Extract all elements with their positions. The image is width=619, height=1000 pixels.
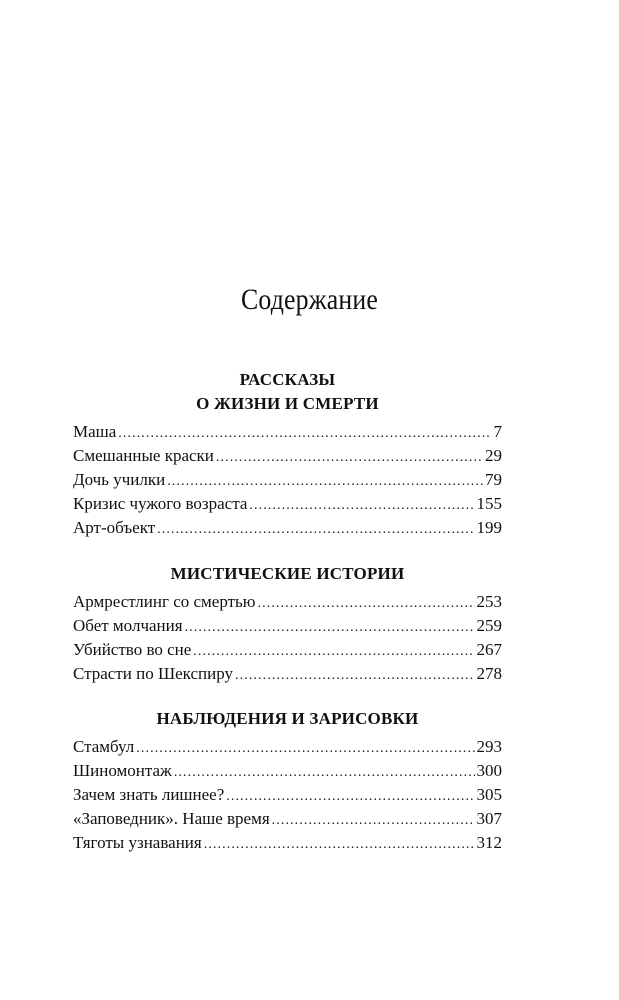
toc-entry-page: 307 xyxy=(476,809,502,828)
toc-entry[interactable] xyxy=(73,468,502,492)
toc-entry-title: Тяготы узнавания xyxy=(73,833,202,852)
dot-leader xyxy=(226,785,474,809)
toc-entry[interactable] xyxy=(73,614,502,638)
toc-entry-title: «Заповедник». Наше время xyxy=(73,809,270,828)
toc-entry-title: Обет молчания xyxy=(73,616,183,635)
toc-entry-title: Дочь училки xyxy=(73,470,166,489)
toc-entry-title: Кризис чужого возраста xyxy=(73,494,248,513)
dot-leader xyxy=(258,592,475,616)
dot-leader xyxy=(249,494,474,518)
toc-entry[interactable] xyxy=(73,807,502,831)
page-title: Содержание xyxy=(241,283,378,316)
toc-entry-page: 79 xyxy=(485,470,502,489)
toc-entry[interactable] xyxy=(73,420,502,444)
toc-list xyxy=(73,590,502,686)
toc-entry-title: Зачем знать лишнее? xyxy=(73,785,225,804)
dot-leader xyxy=(216,446,483,470)
toc-entry[interactable] xyxy=(73,516,502,540)
toc-entry-page: 305 xyxy=(476,785,502,804)
dot-leader xyxy=(167,470,483,494)
dot-leader xyxy=(185,616,475,640)
toc-entry-page: 253 xyxy=(476,592,502,611)
section-heading-line: О ЖИЗНИ И СМЕРТИ xyxy=(196,394,379,413)
section-heading-line: РАССКАЗЫ xyxy=(239,370,336,389)
toc-entry[interactable] xyxy=(73,590,502,614)
toc-list xyxy=(73,420,502,540)
toc-entry-page: 312 xyxy=(476,833,502,852)
toc-list xyxy=(73,735,502,855)
dot-leader xyxy=(193,640,474,664)
toc-entry-page: 199 xyxy=(476,518,502,537)
toc-entry-title: Смешанные краски xyxy=(73,446,214,465)
toc-entry-page: 300 xyxy=(476,761,502,780)
dot-leader xyxy=(204,833,475,857)
toc-entry-page: 259 xyxy=(476,616,502,635)
toc-entry[interactable] xyxy=(73,783,502,807)
toc-entry[interactable] xyxy=(73,662,502,686)
toc-entry-title: Убийство во сне xyxy=(73,640,192,659)
dot-leader xyxy=(136,737,474,761)
toc-entry[interactable] xyxy=(73,492,502,516)
toc-section-stories xyxy=(73,368,502,540)
toc-entry-page: 267 xyxy=(476,640,502,659)
toc-entry-title: Страсти по Шекспиру xyxy=(73,664,234,683)
toc-entry-title: Маша xyxy=(73,422,117,441)
toc-entry[interactable] xyxy=(73,638,502,662)
toc-entry-page: 293 xyxy=(476,737,502,756)
toc-entry[interactable] xyxy=(73,759,502,783)
dot-leader xyxy=(157,518,474,542)
toc-entry-page: 278 xyxy=(476,664,502,683)
toc-entry[interactable] xyxy=(73,444,502,468)
section-heading-line: МИСТИЧЕСКИЕ ИСТОРИИ xyxy=(170,564,405,583)
toc-entry[interactable] xyxy=(73,831,502,855)
dot-leader xyxy=(235,664,474,688)
section-heading xyxy=(73,707,502,731)
section-heading xyxy=(73,562,502,586)
toc-section-mystic xyxy=(73,562,502,686)
dot-leader xyxy=(174,761,475,785)
section-heading-line: НАБЛЮДЕНИЯ И ЗАРИСОВКИ xyxy=(156,709,419,728)
toc-entry-title: Арт-объект xyxy=(73,518,156,537)
toc-section-observations xyxy=(73,707,502,855)
toc-entry-page: 29 xyxy=(485,446,502,465)
section-heading xyxy=(73,368,502,416)
dot-leader xyxy=(118,422,491,446)
toc-entry-title: Шиномонтаж xyxy=(73,761,172,780)
toc-entry-title: Стамбул xyxy=(73,737,135,756)
dot-leader xyxy=(272,809,475,833)
toc-entry-page: 155 xyxy=(476,494,502,513)
toc-entry[interactable] xyxy=(73,735,502,759)
toc-entry-page: 7 xyxy=(493,422,502,441)
toc-entry-title: Армрестлинг со смертью xyxy=(73,592,256,611)
